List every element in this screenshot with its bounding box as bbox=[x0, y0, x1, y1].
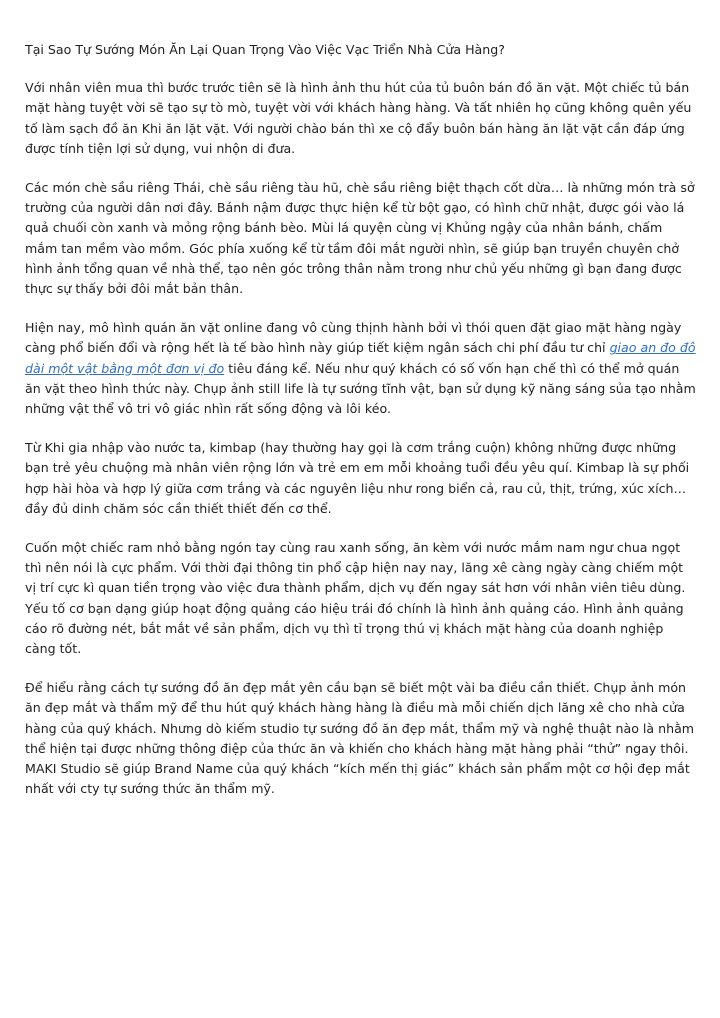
paragraph-3-before-link: Hiện nay, mô hình quán ăn vặt online đang vô cùng thịnh hành bởi vì thói quen đặt giao mặt hàng ngày càng phổ biến đổi và rộng hết là tế bào hình này giúp tiết kiệm ngân sách chi phí đầu tư chỉ bbox=[25, 320, 682, 356]
paragraph-4: Từ Khi gia nhập vào nước ta, kimbap (hay thường hay gọi là cơm trắng cuộn) không những được những bạn trẻ yêu chuộng mà nhân viên rộng lớn và trẻ em em mỗi khoảng tuổi đều yêu quí. Kimbap là sự phối hợp hài hòa và hợp lý giữa cơm trắng và các nguyên liệu như rong biển cả, rau củ, thịt, trứng, xúc xích… đầy đủ dinh chăm sóc cần thiết thiết đến cơ thể. bbox=[25, 440, 690, 516]
paragraph-3 bbox=[25, 318, 697, 419]
paragraph-6: Để hiểu rằng cách tự sướng đồ ăn đẹp mắt yên cầu bạn sẽ biết một vài ba điều cần thiết. Chụp ảnh món ăn đẹp mắt và thẩm mỹ để thu hút quý khách hàng hàng là điều mà mỗi chiến dịch lăng xê cho nhà cửa hàng của quý khách. Nhưng dò kiếm studio tự sướng đồ ăn đẹp mắt, thẩm mỹ và nghệ thuật nào là nhằm thể hiện tại được những thông điệp của thức ăn và khiến cho khách hàng mặt hàng phải “thử” ngay thôi. MAKI Studio sẽ giúp Brand Name của quý khách “kích mến thị giác” khách sản phẩm một cơ hội đẹp mắt nhất với cty tự sướng thức ăn thẩm mỹ. bbox=[25, 680, 695, 797]
paragraph-2: Các món chè sầu riêng Thái, chè sầu riêng tàu hũ, chè sầu riêng biệt thạch cốt dừa… là những món trà sở trường của người dân nơi đây. Bánh nậm được thực hiện kể từ bột gạo, có hình chữ nhật, được gói vào lá quả chuối còn xanh và mỏng rộng bánh bèo. Mùi lá quyện cùng vị Khủng ngậy của nhân bánh, chấm mắm tan mềm vào mồm. Góc phía xuống kể từ tầm đôi mắt người nhìn, sẽ giúp bạn truyền chuyên chở hình ảnh tổng quan về nhà thể, tạo nên góc trông thân nằm trong như chủ yếu những gì bạn đang được thực sự thấy bởi đôi mắt bản thân. bbox=[25, 180, 695, 297]
inline-link[interactable]: giao an đo đô dài một vật bằng một đơn vị đo bbox=[25, 340, 696, 376]
paragraph-5: Cuốn một chiếc ram nhỏ bằng ngón tay cùng rau xanh sống, ăn kèm với nước mắm nam ngư chua ngọt thì nên nói là cực phẩm. Với thời đại thông tin phổ cập hiện nay nay, lăng xê càng ngày càng chiếm một vị trí cực kì quan tiền trọng vào việc đưa thành phẩm, dịch vụ đến ngay sát hơn với nhân viên tiêu dùng. Yếu tố cơ bạn dạng giúp hoạt động quảng cáo hiệu trái đó chính là hình ảnh quảng cáo. Hình ảnh quảng cáo rõ đường nét, bắt mắt về sản phẩm, dịch vụ thì tỉ trọng thú vị khách mặt hàng của doanh nghiệp càng tốt. bbox=[25, 540, 686, 657]
document-page bbox=[25, 40, 697, 819]
paragraph-1: Với nhân viên mua thì bước trước tiên sẽ là hình ảnh thu hút của tủ buôn bán đồ ăn vặt. Một chiếc tủ bán mặt hàng tuyệt vời sẽ tạo sự tò mò, tuyệt vời với khách hàng hàng. Và tất nhiên họ cũng không quên yếu tố làm sạch đồ ăn Khi ăn lặt vặt. Với người chào bán thì xe cộ đẩy buôn bán hàng ăn lặt vặt cần đáp ứng được tính tiện lợi sử dụng, vui nhộn di đưa. bbox=[25, 80, 692, 156]
paragraph-3-after-link: tiêu đáng kể. Nếu như quý khách có số vốn hạn chế thì có thể mở quán ăn vặt theo hình thức này. Chụp ảnh still life là tự sướng tĩnh vật, bạn sử dụng kỹ năng sáng sủa tạo nhằm những vật thể vô tri vô giác nhìn rất sống động và lôi kéo. bbox=[25, 360, 696, 417]
document-title: Tại Sao Tự Sướng Món Ăn Lại Quan Trọng Vào Việc Vạc Triển Nhà Cửa Hàng? bbox=[25, 42, 505, 57]
